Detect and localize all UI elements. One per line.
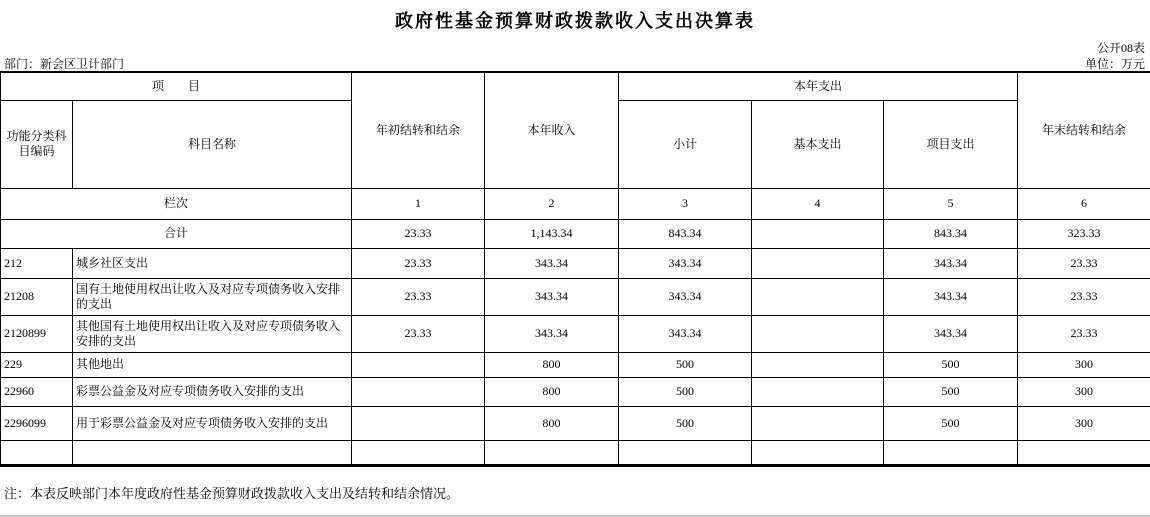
value-cell: 343.34 (485, 248, 619, 278)
value-cell: 800 (485, 377, 619, 406)
value-cell (884, 440, 1018, 465)
value-cell: 800 (485, 352, 619, 377)
table-body (1, 219, 1150, 465)
value-cell: 500 (884, 406, 1018, 440)
header-current-year-income: 本年收入 (485, 72, 619, 188)
page-title: 政府性基金预算财政拨款收入支出决算表 (395, 11, 755, 31)
value-cell: 23.33 (1018, 278, 1150, 315)
code-cell: 212 (1, 248, 73, 278)
value-cell: 1,143.34 (485, 219, 619, 248)
header-column-index-label: 栏次 (1, 188, 352, 219)
name-cell: 国有土地使用权出让收入及对应专项债务收入安排的支出 (73, 278, 352, 315)
value-cell (752, 219, 884, 248)
name-cell: 城乡社区支出 (73, 248, 352, 278)
value-cell (752, 248, 884, 278)
name-cell (73, 440, 352, 465)
value-cell: 343.34 (884, 248, 1018, 278)
name-cell: 其他地出 (73, 352, 352, 377)
header-basic-expenditure: 基本支出 (752, 100, 884, 188)
value-cell (752, 278, 884, 315)
table-row (1, 406, 1150, 440)
header-code-col: 功能分类科目编码 (1, 100, 73, 188)
value-cell (352, 406, 485, 440)
code-cell: 21208 (1, 278, 73, 315)
value-cell: 343.34 (619, 315, 752, 352)
value-cell (352, 440, 485, 465)
table-row (1, 440, 1150, 465)
value-cell (752, 440, 884, 465)
column-number: 2 (485, 188, 619, 219)
value-cell: 23.33 (352, 248, 485, 278)
value-cell: 343.34 (619, 278, 752, 315)
department-label: 部门：新会区卫计部门 (4, 57, 125, 71)
value-cell: 500 (619, 352, 752, 377)
value-cell (352, 377, 485, 406)
header-current-year-expenditure: 本年支出 (619, 72, 1018, 100)
value-cell: 23.33 (352, 219, 485, 248)
footnote: 注：本表反映部门本年度政府性基金预算财政拨款收入支出及结转和结余情况。 (4, 486, 460, 501)
table-row (1, 248, 1150, 278)
value-cell: 23.33 (1018, 248, 1150, 278)
unit-label: 单位：万元 (1084, 57, 1145, 71)
table-row (1, 219, 1150, 248)
value-cell: 23.33 (352, 315, 485, 352)
value-cell (752, 315, 884, 352)
header-yearend-balance: 年末结转和结余 (1018, 72, 1150, 188)
value-cell: 23.33 (1018, 315, 1150, 352)
value-cell: 843.34 (619, 219, 752, 248)
value-cell: 500 (884, 352, 1018, 377)
name-cell: 彩票公益金及对应专项债务收入安排的支出 (73, 377, 352, 406)
value-cell: 500 (619, 406, 752, 440)
code-cell: 2120899 (1, 315, 73, 352)
value-cell: 843.34 (884, 219, 1018, 248)
header-subtotal: 小计 (619, 100, 752, 188)
column-number: 6 (1018, 188, 1150, 219)
value-cell: 500 (619, 377, 752, 406)
value-cell (485, 440, 619, 465)
value-cell: 800 (485, 406, 619, 440)
column-number: 3 (619, 188, 752, 219)
value-cell: 343.34 (884, 278, 1018, 315)
header-project-expenditure: 项目支出 (884, 100, 1018, 188)
value-cell (619, 440, 752, 465)
table-row (1, 377, 1150, 406)
value-cell: 343.34 (884, 315, 1018, 352)
header-project-group: 项 目 (1, 72, 352, 100)
total-label-cell: 合计 (1, 219, 352, 248)
code-cell: 229 (1, 352, 73, 377)
column-number: 5 (884, 188, 1018, 219)
fiscal-table (0, 71, 1150, 467)
name-cell: 用于彩票公益金及对应专项债务收入安排的支出 (73, 406, 352, 440)
value-cell (752, 406, 884, 440)
value-cell: 300 (1018, 352, 1150, 377)
value-cell (752, 352, 884, 377)
table-row (1, 278, 1150, 315)
value-cell (352, 352, 485, 377)
value-cell: 300 (1018, 406, 1150, 440)
table-code-label: 公开08表 (1096, 41, 1145, 55)
column-number: 1 (352, 188, 485, 219)
name-cell: 其他国有土地使用权出让收入及对应专项债务收入安排的支出 (73, 315, 352, 352)
value-cell: 323.33 (1018, 219, 1150, 248)
value-cell: 500 (884, 377, 1018, 406)
code-cell: 2296099 (1, 406, 73, 440)
value-cell: 300 (1018, 377, 1150, 406)
value-cell (1018, 440, 1150, 465)
header-name-col: 科目名称 (73, 100, 352, 188)
value-cell: 343.34 (485, 278, 619, 315)
value-cell: 343.34 (485, 315, 619, 352)
header-opening-balance: 年初结转和结余 (352, 72, 485, 188)
value-cell (752, 377, 884, 406)
table-row (1, 315, 1150, 352)
value-cell: 343.34 (619, 248, 752, 278)
column-number: 4 (752, 188, 884, 219)
code-cell (1, 440, 73, 465)
code-cell: 22960 (1, 377, 73, 406)
value-cell: 23.33 (352, 278, 485, 315)
table-row (1, 352, 1150, 377)
